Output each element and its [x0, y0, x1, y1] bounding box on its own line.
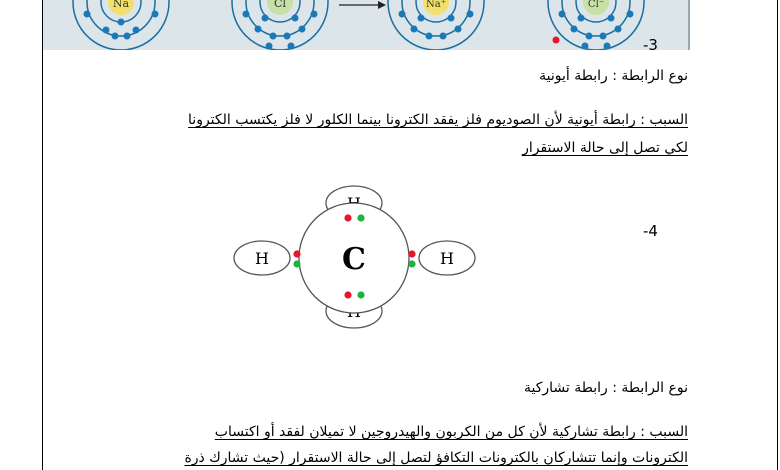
- na-atom: [73, 0, 169, 50]
- q4-reason-line2: الكترونات وإنما تتشاركان بالكترونات التكافؤ لتصل إلى حالة الاستقرار (حيث تشارك ذرة: [184, 450, 688, 466]
- q3-bond-type: نوع الرابطة : رابطة أيونية: [539, 68, 688, 84]
- na-ion: [388, 0, 484, 50]
- cl-ion: [548, 0, 644, 50]
- svg-text:H: H: [255, 249, 269, 268]
- cl-atom: [232, 0, 328, 50]
- svg-text:H: H: [440, 249, 454, 268]
- q4-bond-type: نوع الرابطة : رابطة تشاركية: [523, 380, 688, 396]
- page-border-left: [42, 0, 43, 470]
- page-border-right: [777, 0, 778, 470]
- reaction-arrow: [339, 1, 386, 9]
- cl-ion-label: Cl⁻: [587, 0, 605, 10]
- q4-reason-line1: السبب : رابطة تشاركية لأن كل من الكربون والهيدروجين لا تميلان لفقد أو اكتساب: [214, 424, 688, 440]
- q3-reason-line1: السبب : رابطة أيونية لأن الصوديوم فلز يفقد الكترونا بينما الكلور لا فلز يكتسب الكترونا: [188, 112, 688, 128]
- ionic-diagram: [43, 0, 688, 50]
- hydrogen-left: [234, 241, 290, 275]
- na-label: Na: [112, 0, 130, 10]
- na-ion-label: Na⁺: [426, 0, 446, 10]
- methane-diagram: [225, 185, 485, 335]
- carbon-atom: [299, 203, 409, 313]
- hydrogen-right: [419, 241, 475, 275]
- q3-reason-line2: لكي تصل إلى حالة الاستقرار: [522, 140, 688, 156]
- question-3-number: -3: [643, 36, 658, 54]
- ionic-bond-image: [43, 0, 690, 50]
- cl-label: Cl: [274, 0, 286, 10]
- svg-text:C: C: [342, 242, 366, 277]
- question-4-number: -4: [643, 222, 658, 240]
